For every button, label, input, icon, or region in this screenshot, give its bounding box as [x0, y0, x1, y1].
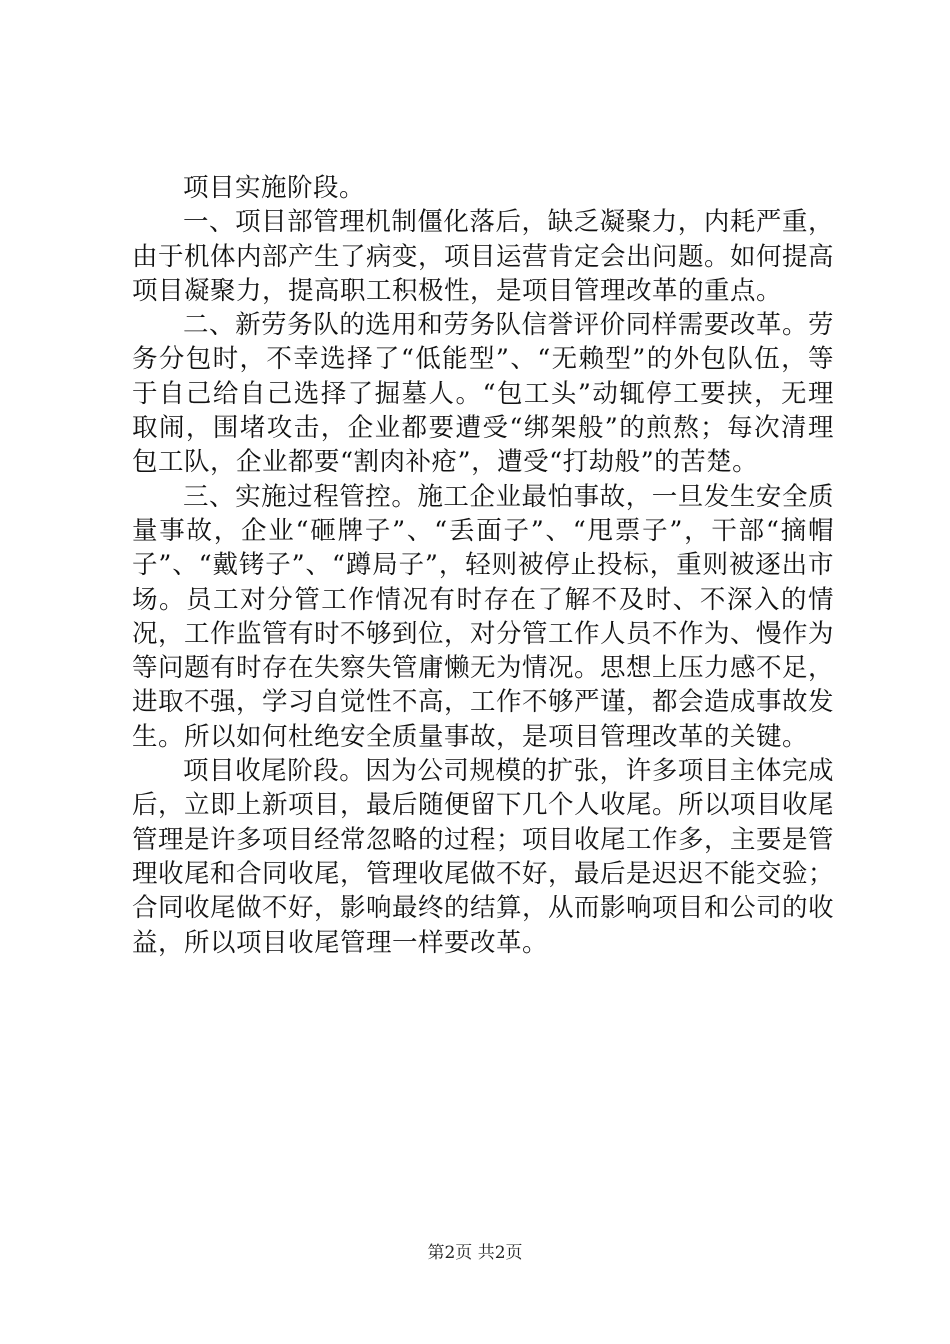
document-body — [132, 171, 834, 960]
paragraph-point-one: 一、项目部管理机制僵化落后，缺乏凝聚力，内耗严重，由于机体内部产生了病变，项目运营肯定会出问题。如何提高项目凝聚力，提高职工积极性，是项目管理改革的重点。 — [132, 207, 835, 306]
paragraph-heading-implementation: 项目实施阶段。 — [183, 173, 366, 203]
paragraph-point-two: 二、新劳务队的选用和劳务队信誉评价同样需要改革。劳务分包时，不幸选择了“低能型”、“无赖型”的外包队伍，等于自己给自己选择了掘墓人。“包工头”动辄停工要挟，无理取闹，围堵攻击，企业都要遭受“绑架般”的煎熬；每次清理包工队，企业都要“割肉补疮”，遭受“打劫般”的苦楚。 — [132, 310, 834, 478]
page-number-footer: 第2页 共2页 — [427, 1243, 523, 1263]
paragraph-closing-stage: 项目收尾阶段。因为公司规模的扩张，许多项目主体完成后，立即上新项目，最后随便留下几个人收尾。所以项目收尾管理是许多项目经常忽略的过程；项目收尾工作多，主要是管理收尾和合同收尾，管理收尾做不好，最后是迟迟不能交验；合同收尾做不好，影响最终的结算，从而影响项目和公司的收益，所以项目收尾管理一样要改革。 — [132, 756, 835, 958]
paragraph-point-three: 三、实施过程管控。施工企业最怕事故，一旦发生安全质量事故，企业“砸牌子”、“丢面子”、“甩票子”，干部“摘帽子”、“戴铐子”、“蹲局子”，轻则被停止投标，重则被逐出市场。员工对分管工作情况有时存在了解不及时、不深入的情况，工作监管有时不够到位，对分管工作人员不作为、慢作为等问题有时存在失察失管庸懒无为情况。思想上压力感不足，进取不强，学习自觉性不高，工作不够严谨，都会造成事故发生。所以如何杜绝安全质量事故，是项目管理改革的关键。 — [132, 481, 835, 752]
